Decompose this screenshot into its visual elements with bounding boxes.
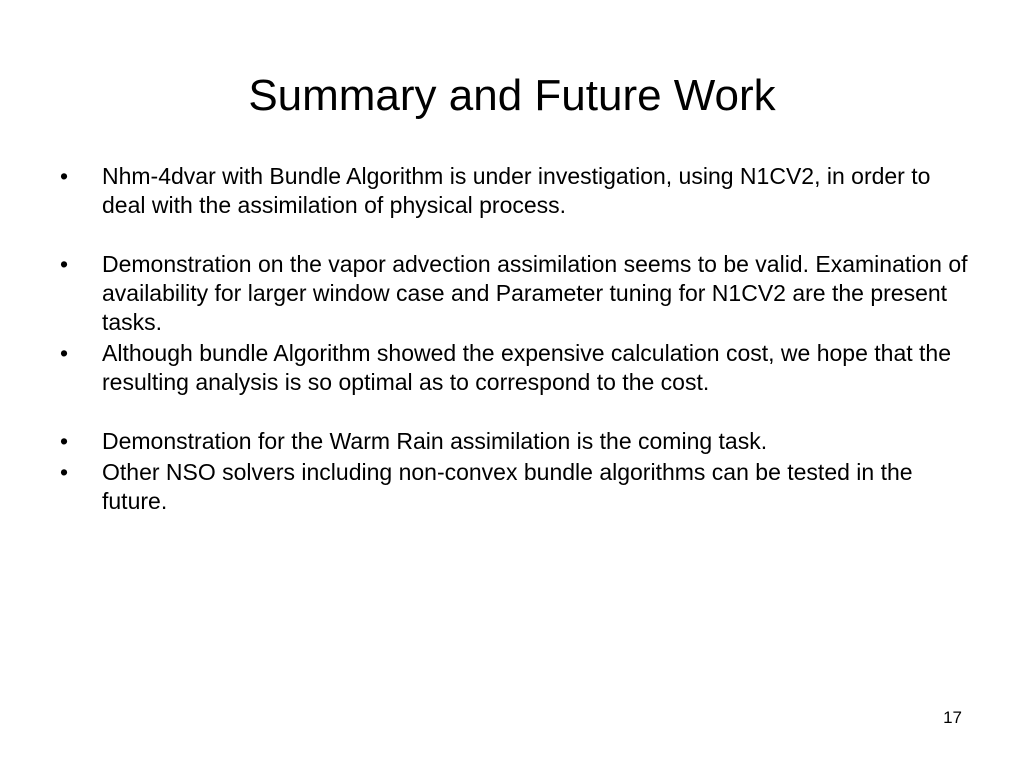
bullet-list <box>60 162 970 516</box>
bullet-item <box>60 339 970 397</box>
bullet-marker: • <box>60 459 69 485</box>
bullet-marker: • <box>60 428 69 454</box>
bullet-text: Although bundle Algorithm showed the expensive calculation cost, we hope that the resulting analysis is so optimal as to correspond to the cost. <box>102 340 952 395</box>
slide-title: Summary and Future Work <box>248 71 776 120</box>
bullet-text: Demonstration on the vapor advection assimilation seems to be valid. Examination of availability for larger window case and Parameter tuning for N1CV2 are the present tasks. <box>102 251 968 335</box>
bullet-text: Other NSO solvers including non-convex bundle algorithms can be tested in the future. <box>102 459 913 514</box>
bullet-item <box>60 250 970 337</box>
bullet-item <box>60 427 970 456</box>
bullet-item <box>60 458 970 516</box>
bullet-marker: • <box>60 340 69 366</box>
bullet-marker: • <box>60 163 69 189</box>
page-number: 17 <box>943 708 962 727</box>
bullet-text: Demonstration for the Warm Rain assimilation is the coming task. <box>102 428 768 454</box>
bullet-text: Nhm-4dvar with Bundle Algorithm is under investigation, using N1CV2, in order to deal with the assimilation of physical process. <box>102 163 931 218</box>
bullet-marker: • <box>60 251 69 277</box>
bullet-item <box>60 162 970 220</box>
